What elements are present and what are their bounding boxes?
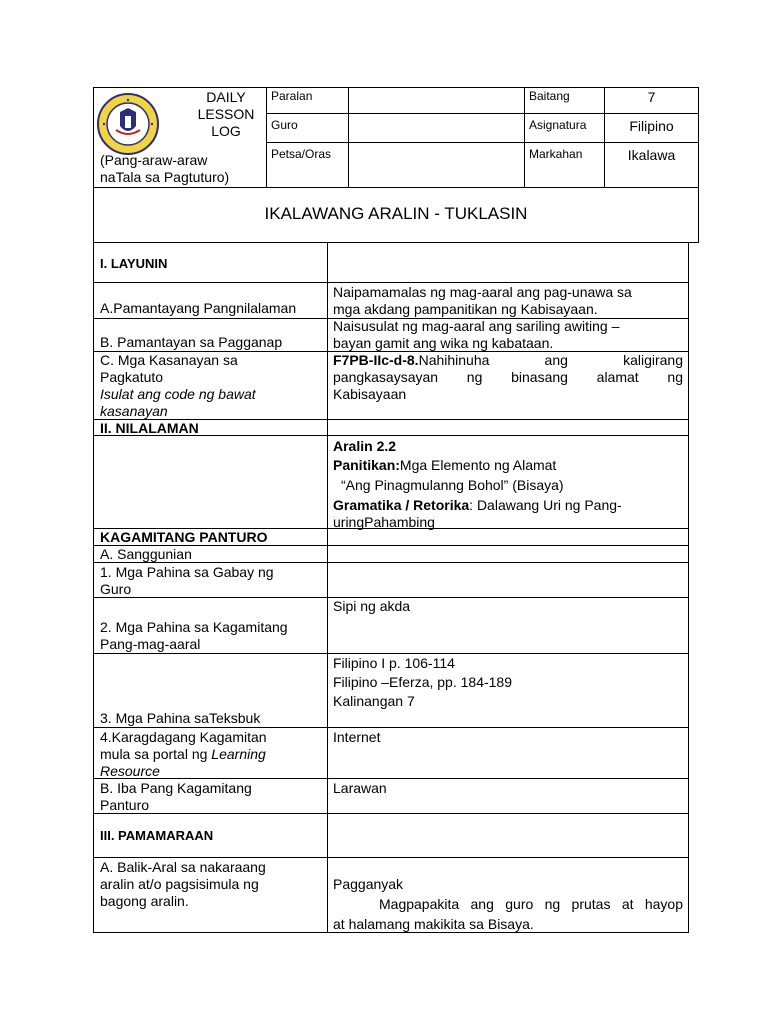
gramatika-label: Gramatika / Retorika	[333, 497, 470, 513]
text-line: Guro	[100, 581, 132, 597]
text-line: mga akdang pampanitikan ng Kabisayaan.	[333, 301, 598, 317]
text-line: Resource	[100, 763, 160, 779]
text-line: Pagkatuto	[100, 369, 164, 385]
text-line: Naisusulat ng mag-aaral ang sariling awiting –	[333, 318, 620, 334]
text-line: Pang-mag-aaral	[100, 636, 201, 652]
text-line: C. Mga Kasanayan sa	[100, 352, 238, 368]
value-kagamitang-pang-mag-aaral: Sipi ng akda	[333, 598, 411, 614]
text-line: pangkasaysayan ng binasang alamat ng	[333, 369, 683, 385]
field-label-petsa: Petsa/Oras	[271, 147, 332, 161]
field-label-asignatura: Asignatura	[529, 118, 587, 132]
label-karagdagang-kagamitan	[100, 729, 325, 780]
value-pamantayang-pangnilalaman	[333, 284, 683, 318]
header-divider	[524, 87, 525, 187]
gramatika-value-cont: uringPahambing	[333, 514, 435, 530]
doc-title	[183, 89, 269, 140]
doc-title-line: LESSON	[197, 106, 255, 122]
field-label-guro: Guro	[271, 118, 298, 132]
panitikan-value: Mga Elemento ng Alamat	[399, 457, 557, 473]
doc-subtitle-line: naTala sa Pagtuturo)	[100, 169, 230, 185]
text-line: Kalinangan 7	[333, 693, 415, 709]
label-pamantayan-sa-pagganap: B. Pamantayan sa Pagganap	[100, 334, 283, 350]
pagganyak-heading: Pagganyak	[333, 876, 404, 892]
text-line: Magpapakita ang guro ng prutas at hayop	[379, 896, 683, 912]
text-line: bayan gamit ang wika ng kabataan.	[333, 335, 554, 351]
text-line: Kabisayaan	[333, 386, 407, 402]
text-line: bagong aralin.	[100, 893, 189, 909]
nilalaman-content	[333, 437, 683, 529]
text-line: A. Balik-Aral sa nakaraang	[100, 859, 266, 875]
row-line	[93, 857, 689, 858]
header-divider	[266, 113, 699, 114]
text-line: B. Iba Pang Kagamitang	[100, 780, 252, 796]
value-pamantayan-sa-pagganap	[333, 318, 683, 352]
value-teksbuk	[333, 654, 512, 711]
text-line	[100, 746, 325, 763]
text-fragment: Nahihinuha ang kaligirang	[418, 352, 683, 368]
text-line: 2. Mga Pahina sa Kagamitang	[100, 619, 288, 635]
text-line: aralin at/o pagsisimula ng	[100, 876, 259, 892]
value-karagdagang-kagamitan: Internet	[333, 729, 381, 745]
label-iba-pang-kagamitan	[100, 780, 325, 814]
section-heading-layunin: I. LAYUNIN	[100, 256, 168, 271]
gramatika-line	[333, 495, 683, 515]
label-teksbuk: 3. Mga Pahina saTeksbuk	[100, 710, 261, 726]
field-value-baitang: 7	[647, 89, 656, 105]
competency-code: F7PB-IIc-d-8.	[333, 352, 419, 368]
label-pamantayang-pangnilalaman: A.Pamantayang Pangnilalaman	[100, 300, 297, 316]
doc-subtitle	[100, 152, 266, 186]
label-kasanayan-sa-pagkatuto	[100, 352, 325, 420]
section-heading-nilalaman: II. NILALAMAN	[100, 420, 199, 436]
field-label-markahan: Markahan	[529, 147, 583, 161]
label-sanggunian: A. Sanggunian	[100, 546, 192, 562]
panitikan-label: Panitikan:	[333, 457, 400, 473]
text-line: 1. Mga Pahina sa Gabay ng	[100, 564, 274, 580]
header-divider	[93, 187, 699, 188]
text-line: Filipino –Eferza, pp. 184-189	[333, 674, 512, 690]
value-kasanayan-sa-pagkatuto	[333, 352, 683, 403]
text-line: kasanayan	[100, 403, 168, 419]
value-iba-pang-kagamitan: Larawan	[333, 780, 387, 796]
row-line	[93, 727, 689, 728]
section-heading-kagamitan: KAGAMITANG PANTURO	[100, 529, 268, 545]
header-divider	[266, 142, 699, 143]
lesson-title: IKALAWANG ARALIN - TUKLASIN	[264, 204, 528, 223]
text-line: 4.Karagdagang Kagamitan	[100, 729, 267, 745]
text-line: at halamang makikita sa Bisaya.	[333, 916, 534, 932]
text-line: Panturo	[100, 797, 150, 813]
value-balik-aral	[333, 874, 683, 934]
text-line: Filipino I p. 106-114	[333, 655, 455, 671]
gramatika-value: : Dalawang Uri ng Pang-	[469, 497, 622, 513]
text-fragment: Learning	[211, 746, 266, 762]
field-value-asignatura: Filipino	[629, 118, 674, 134]
deped-seal-logo	[96, 92, 160, 156]
aralin-number: Aralin 2.2	[333, 438, 397, 454]
text-line: Naipamamalas ng mag-aaral ang pag-unawa sa	[333, 284, 632, 300]
main-divider	[327, 243, 328, 933]
panitikan-line	[333, 455, 683, 475]
label-balik-aral	[100, 859, 325, 910]
row-line	[93, 282, 689, 283]
label-gabay-ng-guro	[100, 564, 325, 598]
field-label-paralan: Paralan	[271, 89, 313, 103]
field-value-markahan: Ikalawa	[627, 147, 676, 163]
text-line	[333, 352, 683, 369]
text-line: Isulat ang code ng bawat	[100, 386, 256, 402]
section-heading-pamamaraan: III. PAMAMARAAN	[100, 828, 214, 843]
header-divider	[348, 87, 349, 187]
doc-subtitle-line: (Pang-araw-araw	[100, 152, 208, 168]
field-label-baitang: Baitang	[529, 89, 570, 103]
doc-title-line: DAILY	[206, 89, 246, 105]
doc-title-line: LOG	[211, 123, 241, 139]
label-kagamitang-pang-mag-aaral	[100, 619, 325, 653]
akda-title: “Ang Pinagmulanng Bohol” (Bisaya)	[341, 477, 564, 493]
text-fragment: mula sa portal ng	[100, 746, 212, 762]
